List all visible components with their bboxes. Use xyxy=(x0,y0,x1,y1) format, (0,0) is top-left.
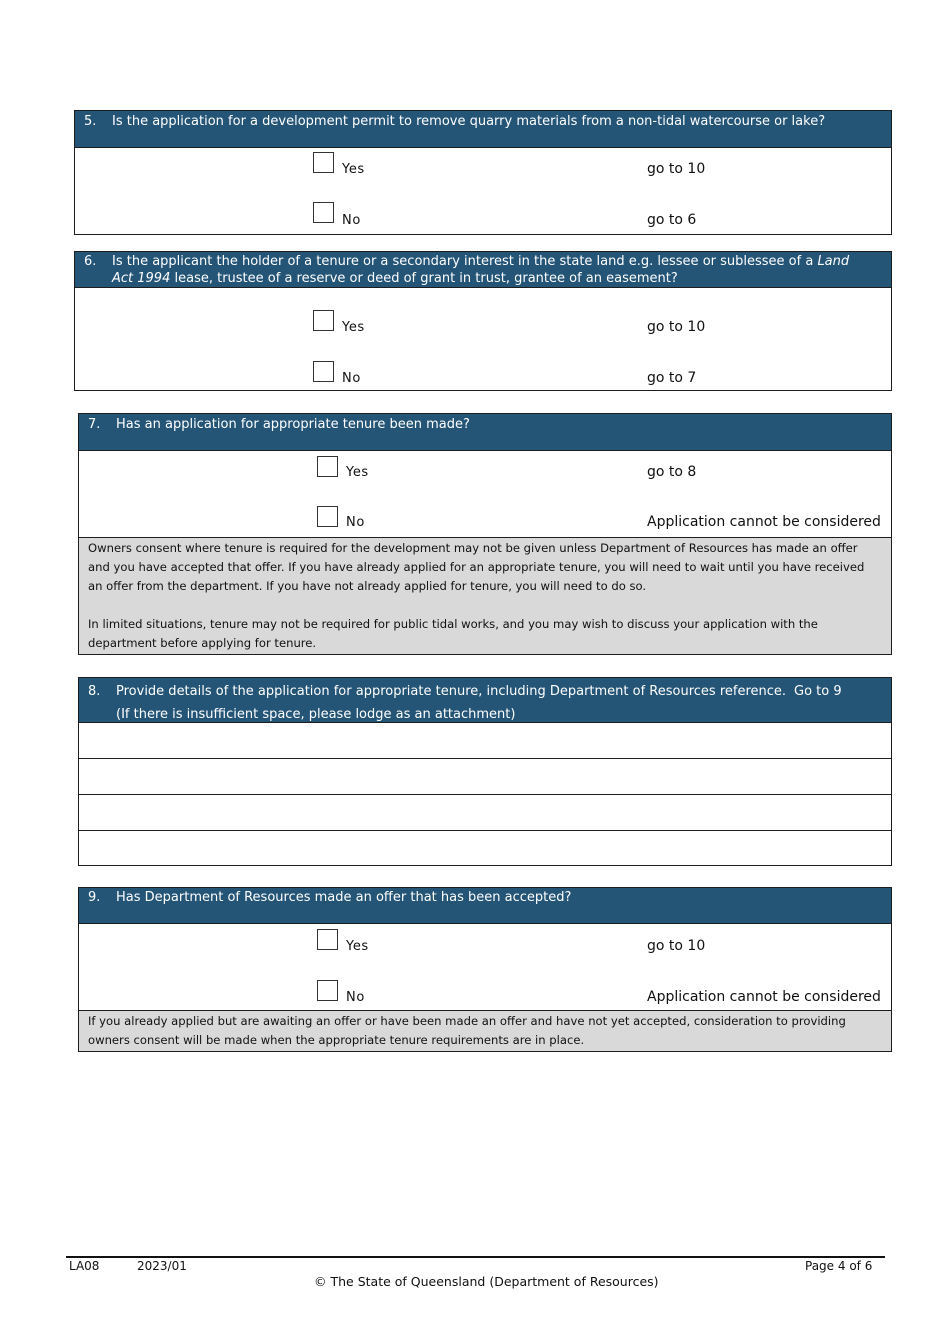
question-text: Provide details of the application for appropriate tenure, including Department of Resources reference. xyxy=(116,684,787,699)
no-label: No xyxy=(346,515,365,530)
no-label: No xyxy=(342,213,361,228)
question-9-note xyxy=(78,1010,892,1052)
copyright: © The State of Queensland (Department of Resources) xyxy=(314,1274,659,1289)
yes-checkbox[interactable] xyxy=(313,310,334,331)
yes-goto: go to 10 xyxy=(647,161,706,177)
question-7-section xyxy=(78,413,892,537)
no-checkbox[interactable] xyxy=(313,202,334,223)
question-subtext: (If there is insufficient space, please lodge as an attachment) xyxy=(116,707,516,722)
question-9-section xyxy=(78,887,892,1010)
no-goto: Application cannot be considered xyxy=(647,514,881,530)
question-7-header xyxy=(79,414,891,451)
no-goto: Application cannot be considered xyxy=(647,989,881,1005)
question-text: Has Department of Resources made an offer that has been accepted? xyxy=(116,890,572,905)
answer-line-2[interactable] xyxy=(79,758,891,794)
question-number: 8. xyxy=(88,684,101,699)
answer-line-3[interactable] xyxy=(79,794,891,830)
question-text: Has an application for appropriate tenure been made? xyxy=(116,417,470,432)
question-number: 7. xyxy=(88,417,101,432)
question-6-section xyxy=(74,251,892,391)
yes-label: Yes xyxy=(346,939,369,954)
no-goto: go to 6 xyxy=(647,212,697,228)
yes-goto: go to 10 xyxy=(647,938,706,954)
no-checkbox[interactable] xyxy=(313,361,334,382)
question-number: 6. xyxy=(84,254,97,269)
no-label: No xyxy=(346,990,365,1005)
question-8-section xyxy=(78,677,892,866)
yes-checkbox[interactable] xyxy=(317,456,338,477)
no-checkbox[interactable] xyxy=(317,506,338,527)
yes-label: Yes xyxy=(346,465,369,480)
question-9-header xyxy=(79,888,891,924)
answer-line-1[interactable] xyxy=(79,723,891,758)
no-checkbox[interactable] xyxy=(317,980,338,1001)
answer-line-4[interactable] xyxy=(79,830,891,866)
question-number: 9. xyxy=(88,890,101,905)
question-8-header xyxy=(79,678,891,723)
no-goto: go to 7 xyxy=(647,370,697,386)
page-number: Page 4 of 6 xyxy=(805,1259,873,1273)
yes-checkbox[interactable] xyxy=(313,152,334,173)
note-paragraph-2: In limited situations, tenure may not be required for public tidal works, and you may wish to discuss your application with the department before applying for tenure. xyxy=(88,617,818,650)
question-5-section xyxy=(74,110,892,235)
note-paragraph-1: Owners consent where tenure is required for the development may not be given unless Department of Resources has made an offer and you have accepted that offer. If you have already applied for an appropriate tenure, you will need to wait until you have received an offer from the department. If you have not already applied for tenure, you will need to do so. xyxy=(88,541,865,593)
question-5-header xyxy=(75,111,891,148)
form-code: LA08 xyxy=(69,1259,100,1273)
question-text: Is the application for a development permit to remove quarry materials from a non-tidal watercourse or lake? xyxy=(112,114,826,129)
form-version: 2023/01 xyxy=(137,1259,187,1273)
question-7-note xyxy=(78,537,892,655)
question-goto: Go to 9 xyxy=(794,684,842,699)
act-name: Land Act 1994 xyxy=(112,254,850,286)
no-label: No xyxy=(342,371,361,386)
yes-label: Yes xyxy=(342,320,365,335)
question-6-header xyxy=(75,252,891,288)
question-number: 5. xyxy=(84,114,97,129)
footer-rule xyxy=(66,1256,885,1258)
note-text: If you already applied but are awaiting an offer or have been made an offer and have not yet accepted, consideration to providing owners consent will be made when the appropriate tenure requirements are in place. xyxy=(88,1014,846,1047)
yes-goto: go to 8 xyxy=(647,464,697,480)
yes-checkbox[interactable] xyxy=(317,929,338,950)
yes-label: Yes xyxy=(342,162,365,177)
question-text: Is the applicant the holder of a tenure or a secondary interest in the state land e.g. lessee or sublessee of a Land Act 1994 lease, trustee of a reserve or deed of grant in trust, grantee of an easement? xyxy=(112,254,850,286)
yes-goto: go to 10 xyxy=(647,319,706,335)
